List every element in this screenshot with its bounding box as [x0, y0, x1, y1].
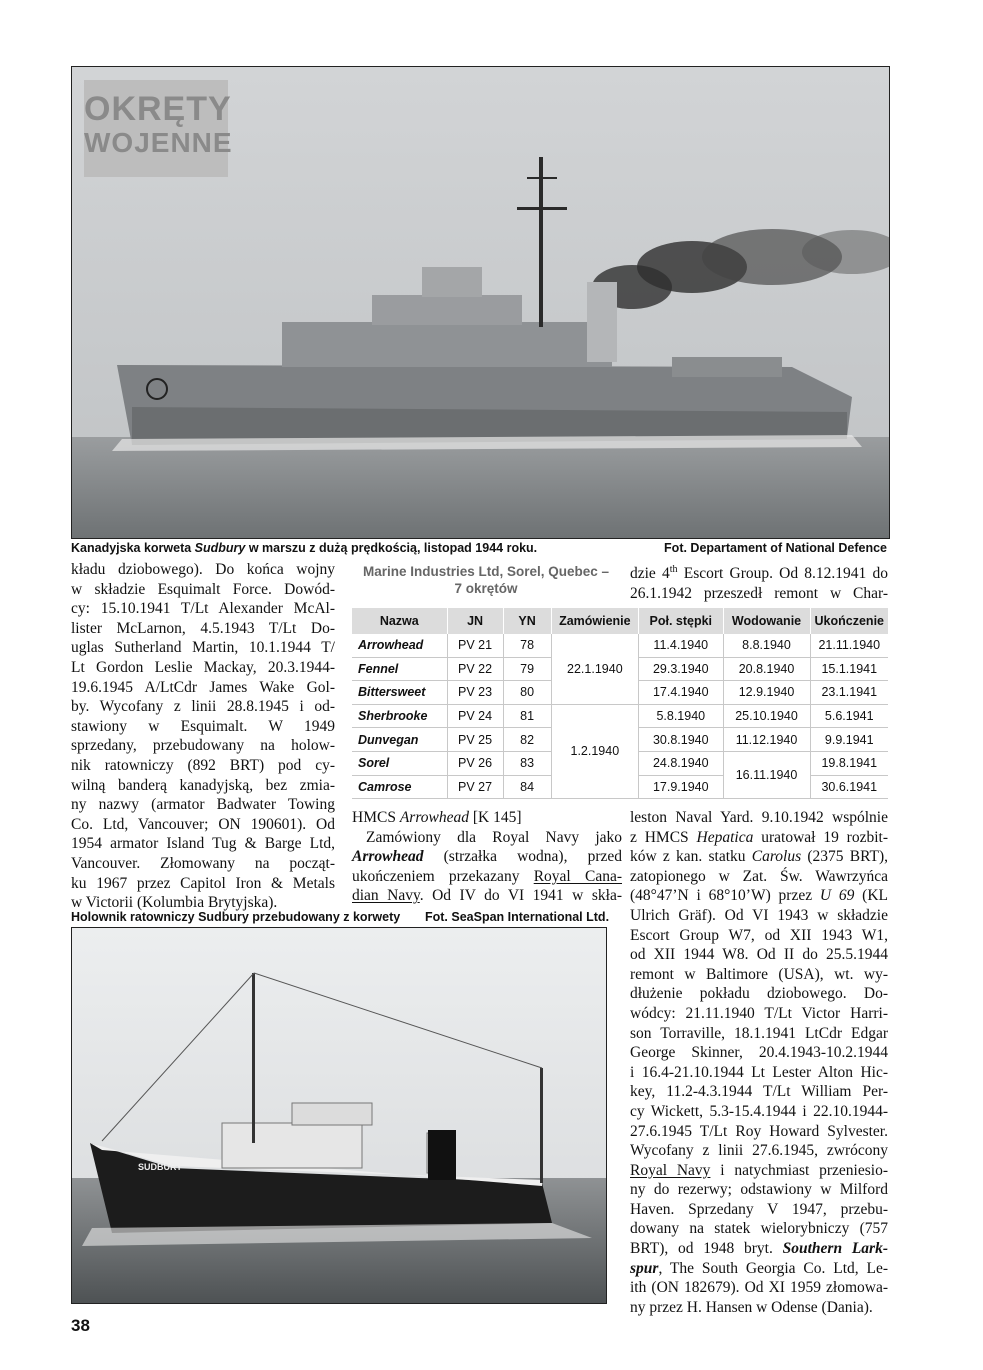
- middle-line3-text: ukończeniem przekazany: [352, 867, 534, 885]
- table-title-line1: Marine Industries Ltd, Sorel, Quebec –: [362, 564, 610, 579]
- table-cell: 17.9.1940: [639, 775, 723, 799]
- link-canadian-navy[interactable]: dian Navy: [352, 887, 420, 905]
- table-cell: PV 26: [447, 751, 503, 775]
- rc-line: Haven. Sprzedany V 1947, przebu-: [630, 1200, 888, 1218]
- left-col-line: stawiony w Esquimalt. W 1949: [71, 717, 335, 735]
- table-cell: 29.3.1940: [639, 657, 723, 681]
- table-cell: 12.9.1940: [723, 681, 810, 705]
- th-nazwa: Nazwa: [352, 608, 447, 634]
- bottom-photo-credit: Fot. SeaSpan International Ltd.: [425, 910, 610, 924]
- th-ukonczenie: Ukończenie: [810, 608, 888, 634]
- rc-line: BRT), od 1948 bryt. Southern Lark-: [630, 1240, 888, 1258]
- left-col-line: Vancouver. Złomowany na począt-: [71, 854, 335, 872]
- caption-ship: Sudbury: [194, 541, 246, 555]
- rc-line: dowany na statek wielorybniczy (757: [630, 1220, 888, 1238]
- table-cell: Arrowhead: [352, 634, 447, 657]
- table-cell: Sherbrooke: [352, 704, 447, 728]
- table-cell: 17.4.1940: [639, 681, 723, 705]
- table-cell: 83: [503, 751, 551, 775]
- rc-line: wódcy: 21.11.1940 T/Lt Victor Harri-: [630, 1004, 888, 1022]
- table-row: [352, 704, 888, 728]
- table-cell: Fennel: [352, 657, 447, 681]
- left-col-line: Lt Gordon Leslie Mackay, 20.3.1944-: [71, 658, 335, 676]
- table-cell: 30.8.1940: [639, 728, 723, 752]
- middle-line3: [352, 867, 622, 887]
- table-title: [350, 563, 622, 597]
- middle-line4-rest: . Od IV do VI 1941 w skła-: [419, 887, 622, 905]
- table-row: [352, 634, 888, 657]
- table-cell: 82: [503, 728, 551, 752]
- left-col-line: wilną banderą kanadyjską, bez zmia-: [71, 776, 335, 794]
- table-cell-order: 1.2.1940: [551, 704, 638, 798]
- logo-line2: WOJENNE: [84, 127, 233, 158]
- tug-photo-image: [72, 928, 606, 1303]
- link-royal-canadian[interactable]: Royal Cana-: [533, 867, 622, 885]
- table-cell: Camrose: [352, 775, 447, 799]
- rc-line: remont w Baltimore (USA), wt. wy-: [630, 965, 888, 983]
- middle-line4: [352, 886, 622, 906]
- table-cell: 79: [503, 657, 551, 681]
- left-col-line: sprzedany, przebudowany na holow-: [71, 737, 335, 755]
- left-col-line: ku 1967 przez Capitol Iron & Metals: [71, 874, 335, 892]
- rc-line: leston Naval Yard. 9.10.1942 wspólnie: [630, 809, 888, 826]
- left-col-line: nik ratowniczy (892 BRT) pod cy-: [71, 756, 335, 774]
- table-cell: Bittersweet: [352, 681, 447, 705]
- rc-line: spur, The South Georgia Co. Ltd, Le-: [630, 1259, 888, 1277]
- rc-line: 27.6.1945 T/Lt Roy Howard Sylvester.: [630, 1122, 888, 1140]
- rc-line: George Skinner, 20.4.1943-10.2.1944: [630, 1044, 888, 1062]
- table-cell: Dunvegan: [352, 728, 447, 752]
- table-cell: Sorel: [352, 751, 447, 775]
- middle-ship: Arrowhead: [352, 848, 424, 866]
- table-cell: 21.11.1940: [810, 634, 888, 657]
- rc-line: od XII 1944 W8. Od II do 25.5.1944: [630, 946, 888, 964]
- rc-line: son Torraville, 18.1.1941 LtCdr Edgar: [630, 1024, 888, 1042]
- th-jn: JN: [447, 608, 503, 634]
- rc-line: ny przez H. Hansen w Odense (Dania).: [630, 1298, 873, 1316]
- table-cell: 8.8.1940: [723, 634, 810, 657]
- rt-text: dzie 4: [630, 565, 670, 583]
- left-col-line: lister McLarnon, 4.5.1943 T/Lt Do-: [71, 619, 335, 637]
- left-col-line: by. Wycofany z linii 28.8.1945 i od-: [71, 698, 335, 716]
- bottom-photo-tug: [71, 927, 607, 1304]
- rc-line: ith (ON 182679). Od XI 1959 złomowa-: [630, 1279, 888, 1297]
- middle-line2: [352, 847, 622, 867]
- table-cell: 11.4.1940: [639, 634, 723, 657]
- table-cell: 9.9.1941: [810, 728, 888, 752]
- table-cell: 84: [503, 775, 551, 799]
- left-col-line: w składzie Esquimalt Force. Dowód-: [71, 580, 335, 598]
- left-col-line: 1954 armator Island Tug & Barge Ltd,: [71, 835, 335, 853]
- th-yn: YN: [503, 608, 551, 634]
- table-cell: PV 21: [447, 634, 503, 657]
- caption-suffix: w marszu z dużą prędkością, listopad 1944 roku.: [245, 541, 538, 555]
- rc-line: ny do rezerwy; odstawiony w Milford: [630, 1181, 888, 1199]
- link-royal-navy[interactable]: Royal Navy: [630, 1161, 711, 1179]
- table-cell: PV 22: [447, 657, 503, 681]
- table-cell: 16.11.1940: [723, 751, 810, 798]
- rc-line: Ulrich Gräf). Od VI 1943 w składzie: [630, 906, 888, 924]
- rc-line: Royal Navy i natychmiast przeniesio-: [630, 1161, 888, 1179]
- hull-name: SUDBURY: [138, 1162, 183, 1172]
- table-cell: PV 25: [447, 728, 503, 752]
- heading-ship: Arrowhead: [399, 809, 469, 826]
- rt-line2: 26.1.1942 przeszedł remont w Char-: [630, 584, 888, 602]
- rc-line: z HMCS Hepatica uratował 19 rozbit-: [630, 828, 888, 846]
- table-cell: 24.8.1940: [639, 751, 723, 775]
- rt-sup: th: [669, 564, 678, 575]
- page-number: 38: [71, 1316, 90, 1335]
- rc-line: zatopionego w Zat. Św. Wawrzyńca: [630, 867, 888, 885]
- th-wodowanie: Wodowanie: [723, 608, 810, 634]
- table-cell: PV 27: [447, 775, 503, 799]
- ship-heading: [352, 808, 622, 828]
- table-cell-order: 22.1.1940: [551, 634, 638, 704]
- top-photo-caption: [71, 541, 537, 555]
- table-cell: 30.6.1941: [810, 775, 888, 799]
- rc-line: key, 11.2-4.3.1944 T/Lt William Per-: [630, 1083, 888, 1101]
- th-stepka: Poł. stępki: [639, 608, 723, 634]
- table-header-row: [352, 608, 888, 634]
- table-cell: 19.8.1941: [810, 751, 888, 775]
- middle-line1: Zamówiony dla Royal Navy jako: [366, 828, 622, 846]
- left-col-line: uglas Sutherland Martin, 10.1.1944 T/: [71, 639, 335, 657]
- caption-prefix: Kanadyjska korweta: [71, 541, 195, 555]
- table-cell: 80: [503, 681, 551, 705]
- left-col-line: kładu dziobowego). Do końca wojny: [71, 561, 335, 578]
- left-col-line: Co. Ltd, Vancouver; ON 190601). Od: [71, 815, 335, 833]
- left-col-line: 19.6.1945 A/LtCdr James Wake Gol-: [71, 678, 335, 696]
- table-cell: 23.1.1941: [810, 681, 888, 705]
- logo-line1: OKRĘTY: [84, 90, 232, 128]
- left-col-line: cy: 15.10.1941 T/Lt Alexander McAl-: [71, 600, 335, 618]
- table-cell: 5.6.1941: [810, 704, 888, 728]
- rc-line: cy Wickett, 5.3-15.4.1944 i 22.10.1944-: [630, 1102, 888, 1120]
- rc-line: Wycofany z linii 27.6.1945, zwrócony: [630, 1142, 888, 1160]
- middle-line2-rest: (strzałka wodna), przed: [423, 848, 622, 866]
- heading-prefix: HMCS: [352, 809, 400, 826]
- bottom-photo-caption: Holownik ratowniczy Sudbury przebudowany z korwety: [71, 910, 401, 924]
- left-column-text: [71, 560, 335, 913]
- table-cell: PV 24: [447, 704, 503, 728]
- rc-line: (48°47’N i 68°10’W) przez U 69 (KL: [630, 887, 888, 905]
- magazine-logo: [84, 80, 233, 177]
- rc-line: i 16.4-21.10.1944 Lt Lester Alton Hic-: [630, 1063, 888, 1081]
- rc-line: dłużenie pokładu dziobowego. Do-: [630, 985, 888, 1003]
- ships-table: [352, 608, 888, 799]
- table-cell: PV 23: [447, 681, 503, 705]
- rc-line: Escort Group W7, od XII 1943 W1,: [630, 926, 888, 944]
- left-col-line: w Victorii (Kolumbia Brytyjska).: [71, 894, 278, 912]
- table-cell: 81: [503, 704, 551, 728]
- th-zamowienie: Zamówienie: [551, 608, 638, 634]
- right-column-text: [630, 808, 888, 1317]
- table-cell: 15.1.1941: [810, 657, 888, 681]
- rc-line: ków z kan. statku Carolus (2375 BRT),: [630, 848, 888, 866]
- table-cell: 25.10.1940: [723, 704, 810, 728]
- table-cell: 5.8.1940: [639, 704, 723, 728]
- rt-text2: Escort Group. Od 8.12.1941 do: [677, 565, 888, 583]
- table-cell: 11.12.1940: [723, 728, 810, 752]
- table-title-line2: 7 okrętów: [454, 581, 518, 596]
- left-col-line: ny nazwy (armator Badwater Towing: [71, 796, 335, 814]
- table-cell: 78: [503, 634, 551, 657]
- middle-column-text: [352, 808, 622, 906]
- right-top-text: [630, 560, 888, 603]
- top-photo-credit: Fot. Departament of National Defence: [664, 541, 887, 555]
- table-cell: 20.8.1940: [723, 657, 810, 681]
- heading-suffix: [K 145]: [469, 809, 522, 826]
